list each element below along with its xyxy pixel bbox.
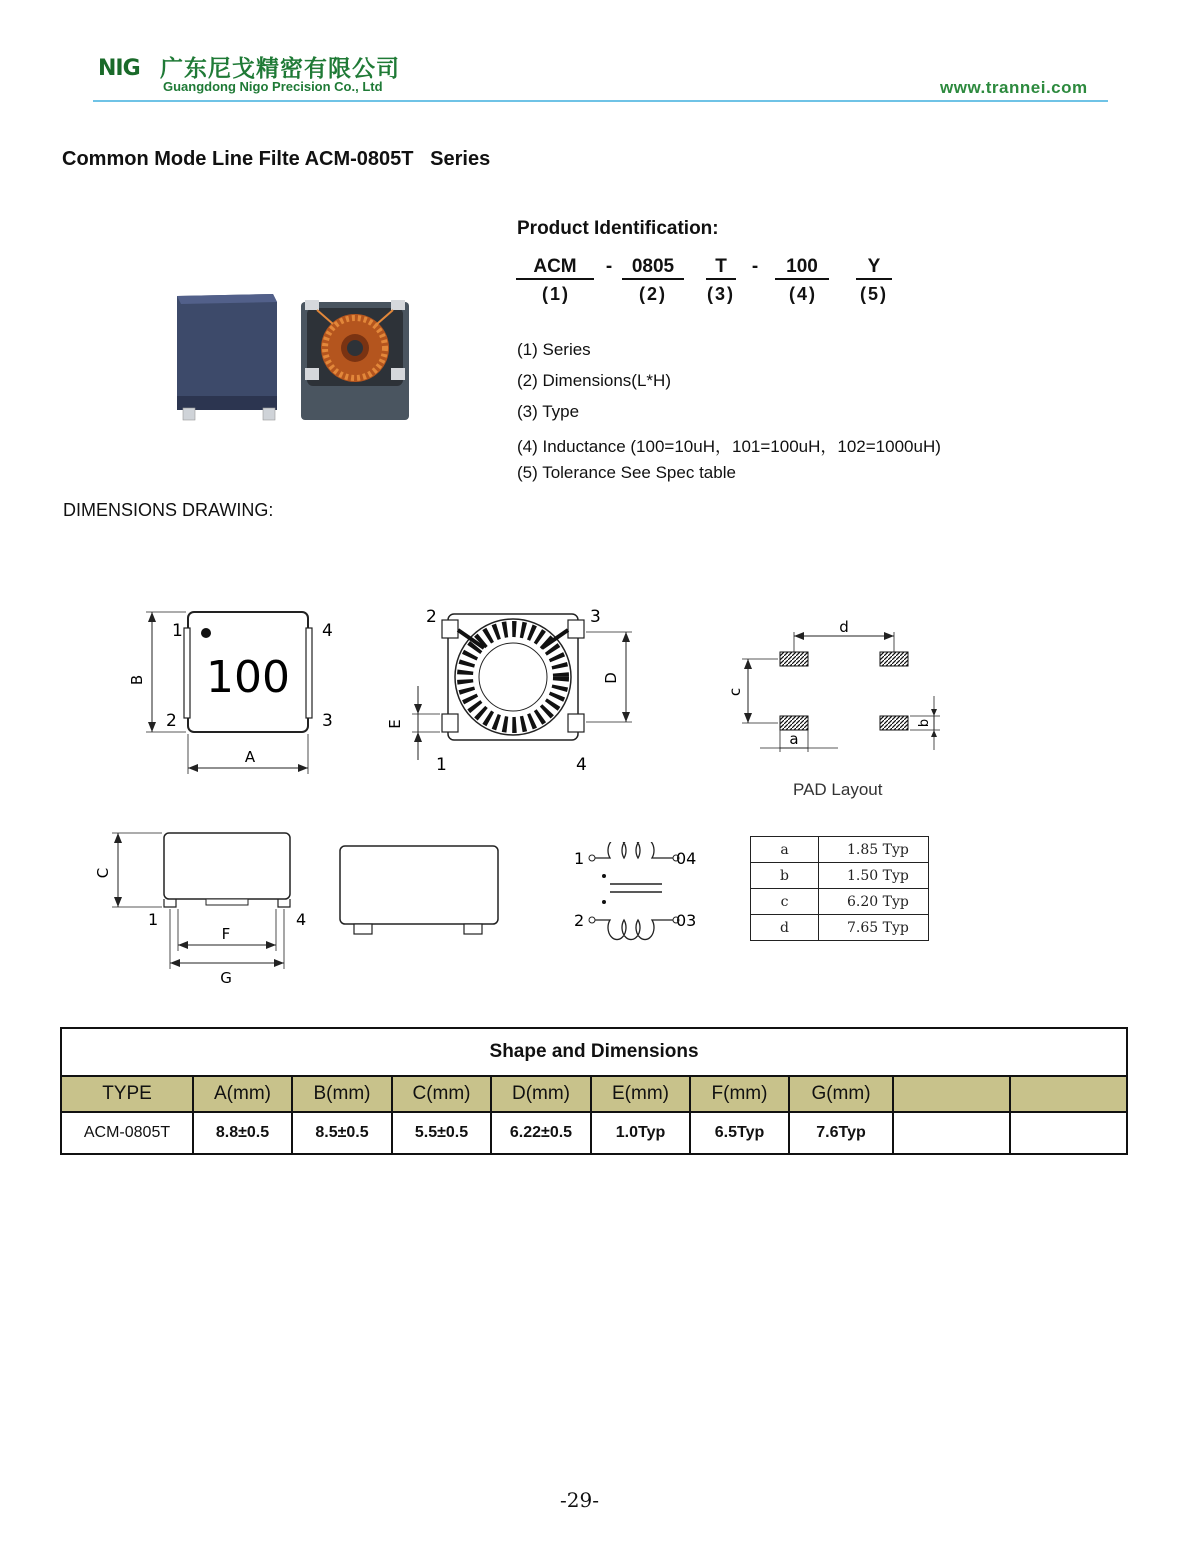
schematic-pin-1: 1 (574, 849, 585, 868)
cell-empty (1010, 1112, 1127, 1154)
col-header-f: F(mm) (690, 1076, 789, 1112)
col-header-e: E(mm) (591, 1076, 690, 1112)
pad-label-c: c (726, 687, 744, 697)
cell-type: ACM-0805T (61, 1112, 193, 1154)
part-code-dash: - (605, 256, 613, 277)
cell-empty (893, 1112, 1010, 1154)
part-index-4: (4) (789, 284, 817, 304)
pad-label-d: d (839, 618, 849, 636)
dim-label-e: E (386, 719, 404, 729)
col-header-empty (1010, 1076, 1127, 1112)
pin-label-4: 4 (576, 755, 587, 775)
pad-key: a (751, 837, 819, 863)
pad-label-b: b (917, 718, 932, 728)
pin-label-1: 1 (172, 621, 183, 641)
pad-value: 1.50 Typ (819, 863, 929, 889)
pad-layout-drawing (720, 612, 960, 772)
pin-label-3: 3 (322, 711, 333, 731)
shape-dimensions-table (60, 1027, 1128, 1155)
part-code-tolerance: Y (856, 256, 892, 280)
pin-label-2: 2 (426, 607, 437, 627)
dim-label-d: D (602, 672, 620, 684)
legend-type: (3) Type (517, 402, 580, 421)
pad-value: 7.65 Typ (819, 915, 929, 941)
page-number: -29- (560, 1488, 599, 1512)
table-row (751, 863, 929, 889)
legend-inductance: (4) Inductance (100=10uH，101=100uH，102=1000uH) (517, 437, 941, 456)
dim-label-b: B (128, 674, 146, 686)
pad-value: 6.20 Typ (819, 889, 929, 915)
dim-label-a: A (244, 748, 256, 766)
cell-g: 7.6Typ (789, 1112, 893, 1154)
part-code-dimension: 0805 (622, 256, 684, 280)
schematic-drawing (566, 842, 716, 942)
table-row (61, 1112, 1127, 1154)
pin-label-2: 2 (166, 711, 177, 731)
product-photo (165, 288, 415, 428)
side-view-drawing (90, 825, 320, 990)
pin-label-3: 3 (590, 607, 601, 627)
cell-a: 8.8±0.5 (193, 1112, 292, 1154)
company-name-en: Guangdong Nigo Precision Co., Ltd (163, 79, 383, 94)
legend-tolerance: (5) Tolerance See Spec table (517, 463, 736, 482)
part-index-3: (3) (707, 284, 735, 304)
front-view-drawing (336, 842, 506, 942)
website-link[interactable]: www.trannei.com (940, 78, 1088, 97)
col-header-b: B(mm) (292, 1076, 392, 1112)
pad-layout-title: PAD Layout (793, 780, 883, 799)
pin-label-4: 4 (322, 621, 333, 641)
cell-c: 5.5±0.5 (392, 1112, 491, 1154)
col-header-g: G(mm) (789, 1076, 893, 1112)
part-index-2: (2) (639, 284, 667, 304)
col-header-a: A(mm) (193, 1076, 292, 1112)
table-caption: Shape and Dimensions (61, 1028, 1127, 1076)
pin-label-4: 4 (296, 910, 307, 929)
dim-label-f: F (221, 925, 231, 943)
dimensions-heading: DIMENSIONS DRAWING: (63, 500, 274, 520)
col-header-type: TYPE (61, 1076, 193, 1112)
table-header-row (61, 1076, 1127, 1112)
cell-d: 6.22±0.5 (491, 1112, 591, 1154)
col-header-d: D(mm) (491, 1076, 591, 1112)
col-header-empty (893, 1076, 1010, 1112)
part-code-dash: - (751, 256, 759, 277)
top-view-drawing (120, 600, 350, 780)
cell-f: 6.5Typ (690, 1112, 789, 1154)
schematic-pin-4: 04 (676, 849, 697, 868)
part-index-1: (1) (542, 284, 570, 304)
schematic-pin-2: 2 (574, 911, 585, 930)
part-code-series: ACM (516, 256, 594, 280)
dim-label-c: C (94, 867, 112, 879)
cell-b: 8.5±0.5 (292, 1112, 392, 1154)
table-row (751, 837, 929, 863)
pad-key: c (751, 889, 819, 915)
company-logo: NIG (98, 56, 140, 81)
col-header-c: C(mm) (392, 1076, 491, 1112)
legend-series: (1) Series (517, 340, 591, 359)
bottom-view-drawing (380, 600, 640, 780)
schematic-pin-3: 03 (676, 911, 697, 930)
product-identification-heading: Product Identification: (517, 218, 719, 239)
company-name-cn: 广东尼戈精密有限公司 (160, 55, 400, 82)
pad-key: d (751, 915, 819, 941)
dim-label-g: G (220, 969, 232, 987)
header-divider (93, 100, 1108, 102)
pin-label-1: 1 (436, 755, 447, 775)
pad-spec-table (750, 836, 929, 941)
part-marking: 100 (206, 652, 290, 703)
table-row (751, 915, 929, 941)
part-code-inductance: 100 (775, 256, 829, 280)
part-index-5: (5) (860, 284, 888, 304)
cell-e: 1.0Typ (591, 1112, 690, 1154)
page-title: Common Mode Line Filte ACM-0805T Series (62, 148, 491, 170)
part-code-type: T (706, 256, 736, 280)
legend-dimensions: (2) Dimensions(L*H) (517, 371, 671, 390)
table-row (751, 889, 929, 915)
pad-value: 1.85 Typ (819, 837, 929, 863)
pin-label-1: 1 (148, 910, 159, 929)
pad-label-a: a (789, 730, 799, 748)
pad-key: b (751, 863, 819, 889)
